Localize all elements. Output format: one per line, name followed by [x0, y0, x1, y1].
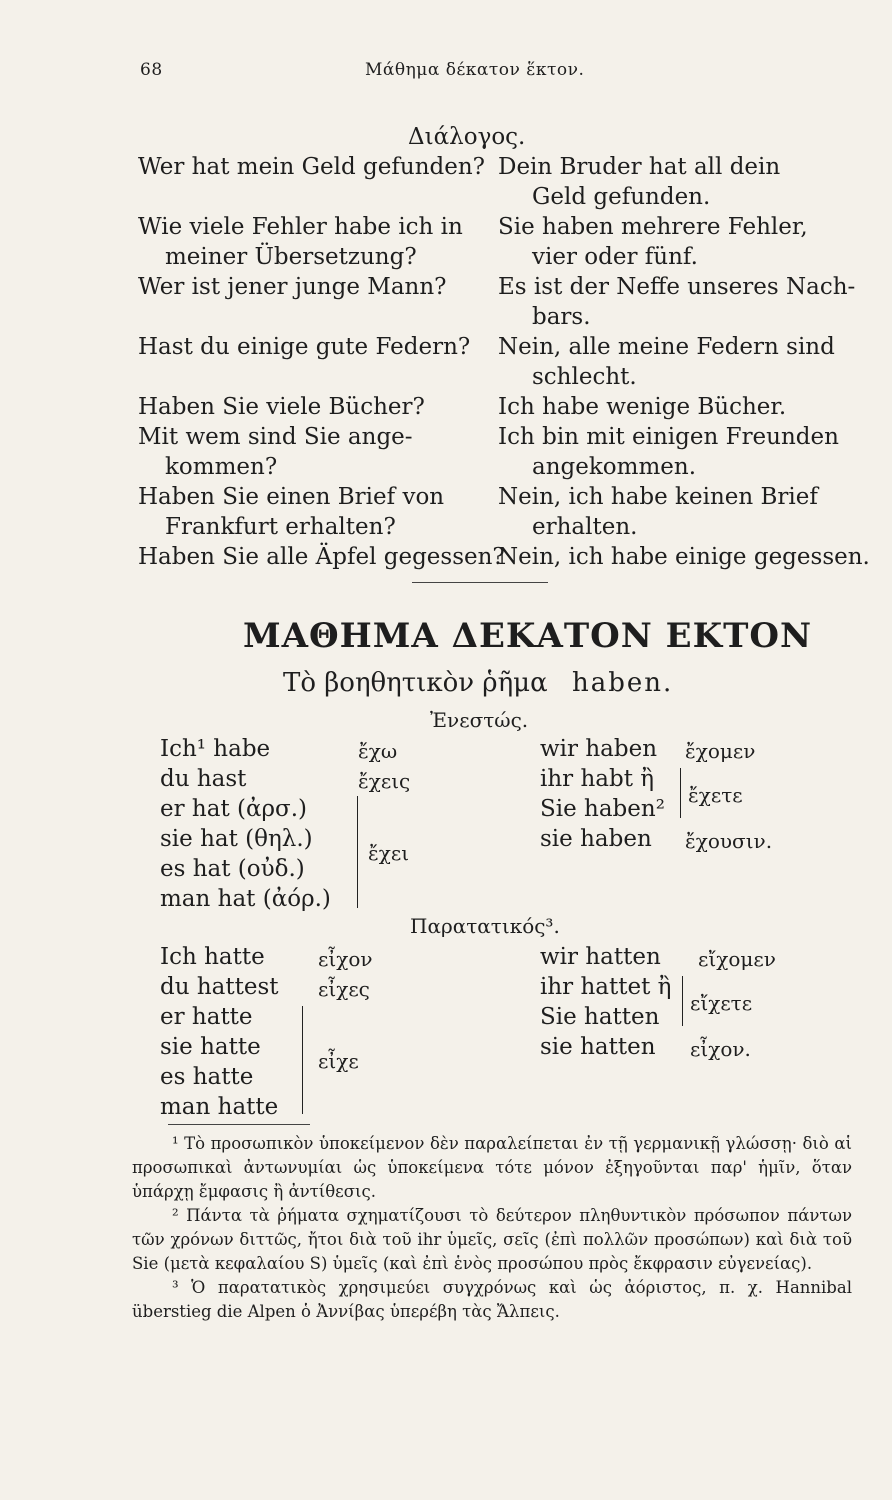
dialogue-question: Wer ist jener junge Mann? — [138, 274, 447, 300]
page-number: 68 — [140, 60, 163, 80]
dialogue-question-cont: Frankfurt erhalten? — [165, 514, 396, 540]
conj-german: er hatte — [160, 1004, 253, 1030]
running-title: Μάθημα δέκατον ἕκτον. — [365, 60, 585, 80]
dialogue-answer: Nein, ich habe einige gegessen. — [498, 544, 870, 570]
section-divider — [412, 582, 548, 583]
footnote-divider — [168, 1124, 310, 1125]
conj-german: sie hatte — [160, 1034, 261, 1060]
dialogue-answer: Dein Bruder hat all dein — [498, 154, 781, 180]
dialogue-answer: Es ist der Neffe unseres Nach- — [498, 274, 856, 300]
dialogue-question: Wer hat mein Geld gefunden? — [138, 154, 485, 180]
present-tense-label: Ἐνεστώς. — [430, 708, 529, 732]
dialogue-answer-cont: bars. — [532, 304, 591, 330]
conj-german: sie hatten — [540, 1034, 656, 1060]
dialogue-question: Haben Sie einen Brief von — [138, 484, 445, 510]
conj-german: sie hat (θηλ.) — [160, 826, 313, 852]
lesson-subtitle-german: haben. — [572, 668, 674, 698]
conj-german: man hatte — [160, 1094, 279, 1120]
footnote-3: ³ Ὁ παρατατικὸς χρησιμεύει συγχρόνως καὶ ὡς ἀόριστος, π. χ. Hannibal überstieg die Alpen ὁ Ἀννίβας ὑπερέβη τὰς Ἄλπεις. — [132, 1278, 852, 1321]
dialogue-answer: Ich bin mit einigen Freunden — [498, 424, 839, 450]
grouping-brace — [357, 796, 358, 908]
footnotes — [132, 1132, 852, 1324]
grouping-brace — [682, 976, 683, 1026]
dialogue-question: Haben Sie alle Äpfel gegessen? — [138, 544, 505, 570]
conj-german: du hast — [160, 766, 247, 792]
dialogue-question-cont: kommen? — [165, 454, 278, 480]
conj-greek: ἔχουσιν. — [685, 829, 773, 853]
lesson-subtitle-greek: Τὸ βοηθητικὸν ῥῆμα — [283, 668, 548, 698]
dialogue-answer-cont: vier oder fünf. — [532, 244, 698, 270]
grouping-brace — [302, 1006, 303, 1114]
conj-german: Ich hatte — [160, 944, 265, 970]
conj-greek: εἶχον — [318, 947, 373, 971]
lesson-title: ΜΑΘΗΜΑ ΔΕΚΑΤΟΝ ΕΚΤΟΝ — [243, 616, 813, 656]
dialogue-answer: Sie haben mehrere Fehler, — [498, 214, 808, 240]
dialogue-question: Hast du einige gute Federn? — [138, 334, 471, 360]
conj-german: ihr habt ἢ — [540, 766, 655, 792]
dialogue-answer-cont: Geld gefunden. — [532, 184, 711, 210]
dialogue-heading: Διάλογος. — [408, 124, 526, 150]
conj-greek: εἶχον. — [690, 1037, 751, 1061]
conj-german: es hat (οὐδ.) — [160, 856, 305, 882]
dialogue-question: Haben Sie viele Bücher? — [138, 394, 425, 420]
dialogue-question-cont: meiner Übersetzung? — [165, 244, 417, 270]
conj-german: wir haben — [540, 736, 658, 762]
conj-german: wir hatten — [540, 944, 661, 970]
conj-german: er hat (ἀρσ.) — [160, 796, 308, 822]
conj-german: Sie hatten — [540, 1004, 660, 1030]
dialogue-question: Wie viele Fehler habe ich in — [138, 214, 463, 240]
conj-german: Ich¹ habe — [160, 736, 271, 762]
conj-german: Sie haben² — [540, 796, 665, 822]
conj-german: du hattest — [160, 974, 279, 1000]
imperfect-tense-label: Παρατατικός³. — [410, 914, 560, 938]
conj-greek: εἶχε — [318, 1049, 359, 1073]
footnote-2: ² Πάντα τὰ ῥήματα σχηματίζουσι τὸ δεύτερον πληθυντικὸν πρόσωπον πάντων τῶν χρόνων διττῶς, ἤτοι διὰ τοῦ ihr ὑμεῖς, σεῖς (ἐπὶ πολλῶν προσώπων) καὶ διὰ τοῦ Sie (μετὰ κεφαλαίου S) ὑμεῖς (καὶ ἐπὶ ἑνὸς προσώπου πρὸς ἔκφρασιν εὐγενείας). — [132, 1206, 852, 1273]
conj-greek: ἔχετε — [688, 783, 743, 807]
conj-greek: ἔχω — [358, 739, 398, 763]
dialogue-answer: Nein, ich habe keinen Brief — [498, 484, 818, 510]
dialogue-answer-cont: angekommen. — [532, 454, 696, 480]
dialogue-answer: Nein, alle meine Federn sind — [498, 334, 835, 360]
dialogue-answer-cont: erhalten. — [532, 514, 638, 540]
conj-german: man hat (ἀόρ.) — [160, 886, 331, 912]
dialogue-answer: Ich habe wenige Bücher. — [498, 394, 787, 420]
conj-german: es hatte — [160, 1064, 254, 1090]
conj-german: sie haben — [540, 826, 652, 852]
conj-greek: εἴχετε — [690, 991, 753, 1015]
conj-greek: ἔχει — [368, 841, 410, 865]
footnote-1: ¹ Τὸ προσωπικὸν ὑποκείμενον δὲν παραλείπεται ἐν τῇ γερμανικῇ γλώσσῃ· διὸ αἱ προσωπικαὶ ἀντωνυμίαι ὡς ὑποκείμενα τότε μόνον ἐξηγοῦνται παρ' ἡμῖν, ὅταν ὑπάρχῃ ἔμφασις ἢ ἀντίθεσις. — [132, 1134, 852, 1201]
conj-greek: ἔχεις — [358, 769, 411, 793]
conj-german: ihr hattet ἢ — [540, 974, 672, 1000]
dialogue-answer-cont: schlecht. — [532, 364, 637, 390]
conj-greek: ἔχομεν — [685, 739, 756, 763]
conj-greek: εἶχες — [318, 977, 370, 1001]
conj-greek: εἴχομεν — [698, 947, 776, 971]
dialogue-question: Mit wem sind Sie ange- — [138, 424, 413, 450]
grouping-brace — [680, 768, 681, 818]
